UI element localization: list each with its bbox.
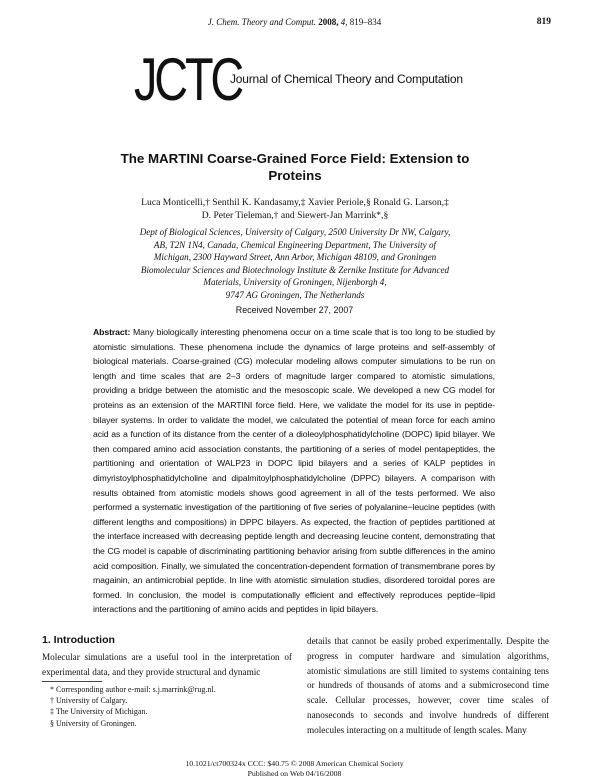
journal-logo [134, 46, 463, 113]
doi-line: 10.1021/ct700324x CCC: $40.75 © 2008 American Chemical Society [185, 759, 404, 768]
abstract-text: Many biologically interesting phenomena occur on a time scale that is too long to be studied by atomistic simulations. These phenomena include the dynamics of large proteins and self-assembly of biological materials. Coarse-grained (CG) molecular modeling allows computer simulations to be run on length and time scales that are 2–3 orders of magnitude larger compared to atomistic simulations, providing a bridge between the atomistic and the mesoscopic scale. We developed a new CG model for proteins as an extension of the MARTINI force field. Here, we validate the model for its use in peptide-bilayer systems. In order to validate the model, we calculated the potential of mean force for each amino acid as a function of its distance from the center of a dioleoylphosphatidylcholine (DOPC) lipid bilayer. We then compared amino acid association constants, the partitioning of a series of model pentapeptides, the partitioning and orientation of WALP23 in DOPC lipid bilayers and a series of KALP peptides in dimyristoylphosphatidylcholine and dipalmitoylphosphatidylcholine (DPPC) bilayers. A comparison with results obtained from atomistic models shows good agreement in all of the tests performed. We also performed a systematic investigation of the partitioning of five series of polyalanine−leucine peptides (with different lengths and compositions) in DPPC bilayers. As expected, the fraction of peptides partitioned at the interface increased with decreasing peptide length and decreasing leucine content, demonstrating that the CG model is capable of discriminating partitioning behavior arising from subtle differences in the amino acid composition. Finally, we simulated the concentration-dependent formation of transmembrane pores by magainin, an antimicrobial peptide. In line with atomistic simulation studies, disordered toroidal pores are formed. In conclusion, the model is computationally efficient and effectively reproduces peptide−lipid interactions and the partitioning of amino acids and peptides in lipid bilayers. [93, 327, 495, 615]
authors-line-1: Luca Monticelli,† Senthil K. Kandasamy,‡ Xavier Periole,§ Ronald G. Larson,‡ [141, 197, 449, 208]
affiliation-line: Michigan, 2300 Hayward Street, Ann Arbor, Michigan 48109, and Groningen [153, 252, 437, 263]
page-number: 819 [536, 17, 551, 27]
affiliations [80, 226, 510, 302]
title-line-2: Proteins [268, 168, 322, 183]
received-date: Received November 27, 2007 [235, 305, 354, 315]
intro-paragraph-right: details that cannot be easily probed experimentally. Despite the progress in computer hardware and simulation algorithms, atomistic simulations are still limited to systems containing tens or hundreds of thousands of atoms and a submicrosecond time scale. Cellular processes, however, cover time scales of nanoseconds to seconds and involve hundreds of different molecules interacting on a multitude of length scales. Many [307, 636, 549, 735]
affiliation-line: AB, T2N 1N4, Canada, Chemical Engineering Department, The University of [153, 239, 437, 250]
affiliation-line: Materials, University of Groningen, Nijenborgh 4, [203, 277, 387, 288]
footnote-divider [42, 681, 102, 682]
affiliation-line: Dept of Biological Sciences, University of Calgary, 2500 University Dr NW, Calgary, [139, 227, 451, 237]
section-heading: 1. Introduction [42, 634, 115, 646]
affiliation-line: Biomolecular Sciences and Biotechnology Institute & Zernike Institute for Advanced [140, 264, 450, 275]
logo-journal-name: Journal of Chemical Theory and Computation [230, 72, 463, 86]
authors-line-2: D. Peter Tieleman,† and Siewert-Jan Marrink*,§ [201, 210, 389, 221]
author-list [70, 196, 520, 222]
logo-mark: JCTC [134, 46, 242, 113]
intro-paragraph-left: Molecular simulations are a useful tool in the interpretation of experimental data, and they provide structural and dynamic [42, 652, 292, 677]
abstract-label: Abstract: [93, 327, 131, 337]
journal-name: J. Chem. Theory and Comput. [207, 17, 316, 27]
left-column [42, 634, 292, 679]
footnote: * Corresponding author e-mail: s.j.marrink@rug.nl. [50, 685, 216, 694]
journal-citation [0, 17, 589, 27]
footnote: † University of Calgary. [50, 696, 128, 706]
journal-volume: 4, [340, 17, 348, 27]
article-title [90, 150, 500, 184]
published-line: Published on Web 04/16/2008 [247, 769, 342, 778]
footnote: § University of Groningen. [50, 718, 137, 728]
journal-pages: 819–834 [349, 17, 382, 27]
footnotes [50, 684, 290, 729]
abstract [93, 325, 495, 617]
journal-year: 2008, [318, 17, 339, 27]
footnote: ‡ The University of Michigan. [50, 707, 148, 717]
affiliation-line: 9747 AG Groningen, The Netherlands [225, 289, 365, 300]
title-line-1: The MARTINI Coarse-Grained Force Field: Extension to [120, 151, 470, 166]
page-footer [0, 759, 589, 779]
